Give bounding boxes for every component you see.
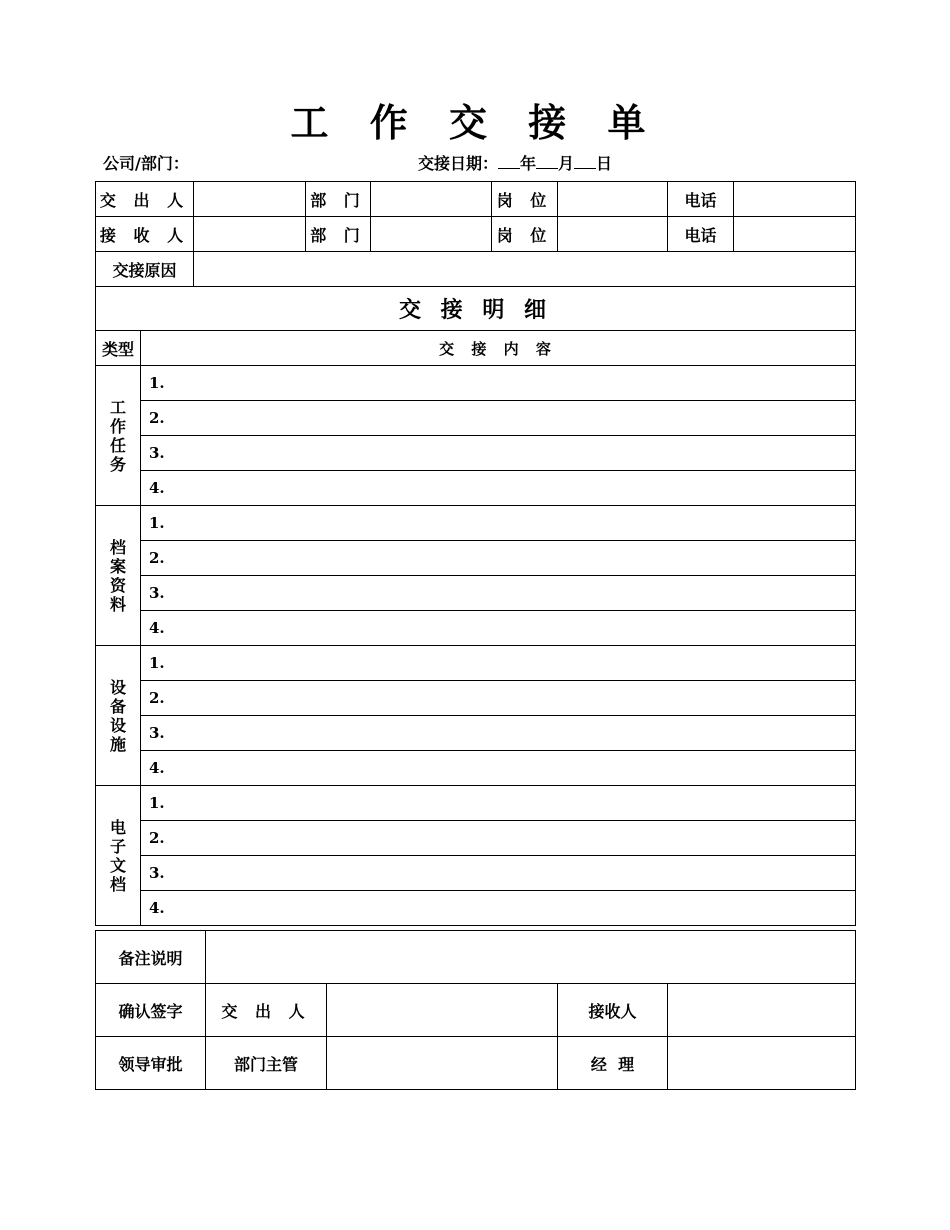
content-header: 交 接 内 容 xyxy=(141,331,856,366)
details-title: 交 接 明 细 xyxy=(96,287,856,331)
category-item-row xyxy=(96,506,856,541)
position-label: 岗 位 xyxy=(492,182,558,217)
department-label: 部 门 xyxy=(306,217,371,252)
page-title: 工 作 交 接 单 xyxy=(290,100,660,145)
month-label: 月 xyxy=(558,154,575,173)
handover-person-row xyxy=(96,182,856,217)
category-label xyxy=(96,506,141,646)
handover-phone-field[interactable] xyxy=(734,182,856,217)
reason-field[interactable] xyxy=(194,252,856,287)
category-item-row xyxy=(96,366,856,401)
details-title-row xyxy=(96,287,856,331)
day-label: 日 xyxy=(596,154,613,173)
handover-date xyxy=(418,151,612,174)
item-content-cell[interactable]: 3. xyxy=(141,436,856,471)
category-item-row xyxy=(96,436,856,471)
phone-label: 电话 xyxy=(668,217,734,252)
item-content-cell[interactable]: 4. xyxy=(141,471,856,506)
receiver-field[interactable] xyxy=(194,217,306,252)
category-label xyxy=(96,366,141,506)
manager-signature-field[interactable] xyxy=(668,1037,856,1090)
approval-row xyxy=(96,1037,856,1090)
item-content-cell[interactable]: 1. xyxy=(141,506,856,541)
manager-label: 经 理 xyxy=(558,1037,668,1090)
year-label: 年 xyxy=(520,154,537,173)
category-name: 工作任务 xyxy=(109,397,126,474)
item-content-cell[interactable]: 1. xyxy=(141,646,856,681)
item-content-cell[interactable]: 2. xyxy=(141,541,856,576)
reason-label: 交接原因 xyxy=(96,252,194,287)
item-content-cell[interactable]: 3. xyxy=(141,716,856,751)
item-content-cell[interactable]: 3. xyxy=(141,856,856,891)
receiver-label: 接 收 人 xyxy=(96,217,194,252)
handover-signature-field[interactable] xyxy=(327,984,558,1037)
type-header: 类型 xyxy=(96,331,141,366)
receiver-signature-field[interactable] xyxy=(668,984,856,1037)
item-content-cell[interactable]: 4. xyxy=(141,751,856,786)
dept-supervisor-signature-field[interactable] xyxy=(327,1037,558,1090)
category-item-row xyxy=(96,856,856,891)
item-content-cell[interactable]: 1. xyxy=(141,366,856,401)
position-label: 岗 位 xyxy=(492,217,558,252)
category-item-row xyxy=(96,576,856,611)
category-item-row xyxy=(96,541,856,576)
handover-form-table xyxy=(95,181,856,926)
category-item-row xyxy=(96,821,856,856)
remarks-field[interactable] xyxy=(206,931,856,984)
column-header-row xyxy=(96,331,856,366)
remarks-row xyxy=(96,931,856,984)
receiver-phone-field[interactable] xyxy=(734,217,856,252)
day-blank[interactable] xyxy=(574,154,596,169)
category-name: 电子文档 xyxy=(109,817,126,894)
item-content-cell[interactable]: 2. xyxy=(141,821,856,856)
receiver-department-field[interactable] xyxy=(371,217,492,252)
item-content-cell[interactable]: 4. xyxy=(141,891,856,926)
handover-position-field[interactable] xyxy=(558,182,668,217)
footer-handover-person-label: 交 出 人 xyxy=(206,984,327,1037)
month-blank[interactable] xyxy=(536,154,558,169)
category-label xyxy=(96,786,141,926)
item-content-cell[interactable]: 1. xyxy=(141,786,856,821)
footer-receiver-label: 接收人 xyxy=(558,984,668,1037)
item-content-cell[interactable]: 3. xyxy=(141,576,856,611)
leader-approval-label: 领导审批 xyxy=(96,1037,206,1090)
category-item-row xyxy=(96,646,856,681)
category-item-row xyxy=(96,611,856,646)
confirm-sign-row xyxy=(96,984,856,1037)
category-item-row xyxy=(96,471,856,506)
item-content-cell[interactable]: 2. xyxy=(141,681,856,716)
phone-label: 电话 xyxy=(668,182,734,217)
category-name: 设备设施 xyxy=(109,677,126,754)
receiver-row xyxy=(96,217,856,252)
category-item-row xyxy=(96,681,856,716)
company-dept-label: 公司/部门： xyxy=(103,154,189,173)
handover-person-field[interactable] xyxy=(194,182,306,217)
confirm-sign-label: 确认签字 xyxy=(96,984,206,1037)
category-item-row xyxy=(96,891,856,926)
reason-row xyxy=(96,252,856,287)
category-item-row xyxy=(96,786,856,821)
dept-supervisor-label: 部门主管 xyxy=(206,1037,327,1090)
handover-person-label: 交 出 人 xyxy=(96,182,194,217)
item-content-cell[interactable]: 4. xyxy=(141,611,856,646)
category-item-row xyxy=(96,401,856,436)
category-item-row xyxy=(96,716,856,751)
item-content-cell[interactable]: 2. xyxy=(141,401,856,436)
footer-table xyxy=(95,930,856,1090)
category-item-row xyxy=(96,751,856,786)
date-label: 交接日期： xyxy=(418,154,499,173)
department-label: 部 门 xyxy=(306,182,371,217)
receiver-position-field[interactable] xyxy=(558,217,668,252)
category-label xyxy=(96,646,141,786)
year-blank[interactable] xyxy=(498,154,520,169)
handover-department-field[interactable] xyxy=(371,182,492,217)
remarks-label: 备注说明 xyxy=(96,931,206,984)
category-name: 档案资料 xyxy=(109,537,126,614)
